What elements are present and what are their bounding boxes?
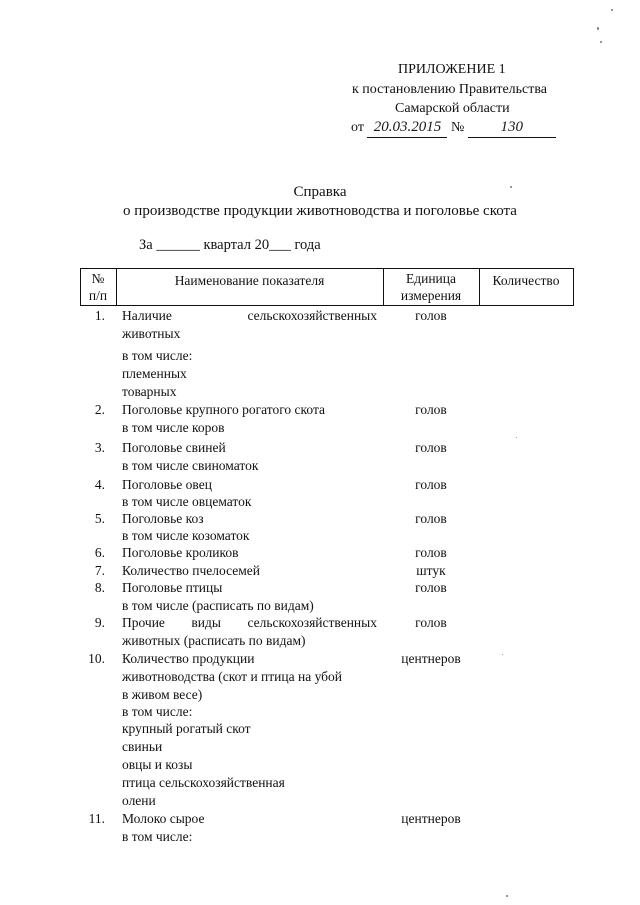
handwritten-number: 130 [468,118,556,138]
scan-speck [611,9,613,11]
header-name: Наименование показателя [174,273,325,288]
row-text-justified: Наличие сельскохозяйственных [122,308,377,323]
document-title: Справка [293,184,347,200]
appendix-region: Самарской области [395,101,510,116]
handwritten-date: 20.03.2015 [367,118,447,138]
appendix-subtitle: к постановлению Правительства [352,82,548,97]
scan-speck [600,41,602,43]
scan-speck [502,654,503,655]
header-quantity: Количество [492,273,560,288]
appendix-title: ПРИЛОЖЕНИЕ 1 [398,62,506,77]
reporting-period: За ______ квартал 20___ года [139,237,321,253]
document-subtitle: о производстве продукции животноводства и поголовье скота [123,203,517,219]
number-label: № [450,120,465,135]
row-text-justified: Прочие виды сельскохозяйственных [122,615,377,630]
scan-speck [510,186,512,188]
header-num: № п/п [88,271,108,303]
scan-speck [597,27,599,30]
appendix-date-line [351,118,556,138]
header-unit: Единица измерения [400,271,462,303]
scan-speck [516,437,517,438]
scan-speck [506,895,508,897]
from-label: от [351,120,364,135]
